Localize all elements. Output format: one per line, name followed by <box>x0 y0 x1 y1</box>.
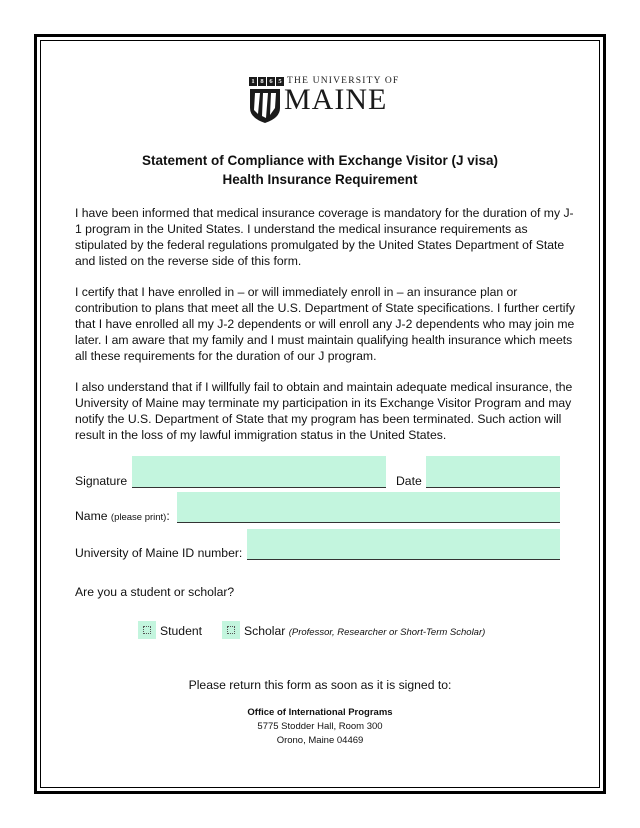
name-hint: (please print) <box>110 512 167 523</box>
scholar-checkbox[interactable] <box>222 621 240 639</box>
id-label: University of Maine ID number: <box>75 546 243 560</box>
university-logo <box>249 74 400 124</box>
scholar-note: (Professor, Researcher or Short-Term Scholar) <box>288 627 486 638</box>
signature-field[interactable] <box>132 456 386 488</box>
statement-paragraph-1: I have been informed that medical insurance coverage is mandatory for the duration of my J-1 program in the United States. I understand the medical insurance requirements as stipulated by the federal regulations promulgated by the United States Department of State and listed on the reverse side of this form. <box>75 206 574 268</box>
student-checkbox[interactable] <box>138 621 156 639</box>
logo-year-digit: 6 <box>267 77 275 86</box>
date-label: Date <box>396 474 422 488</box>
id-number-field[interactable] <box>247 529 560 560</box>
name-label-text: Name <box>75 509 108 523</box>
scholar-option-label <box>244 623 485 641</box>
form-title-line1: Statement of Compliance with Exchange Visitor (J visa) <box>141 153 499 168</box>
date-field[interactable] <box>426 456 560 488</box>
scholar-label-text: Scholar <box>244 624 286 638</box>
return-instructions: Please return this form as soon as it is signed to: <box>188 678 452 692</box>
role-question: Are you a student or scholar? <box>75 585 235 599</box>
statement-paragraph-3: I also understand that if I willfully fail to obtain and maintain adequate medical insurance, the University of Maine may terminate my participation in its Exchange Visitor Program and may notify the U.S. Department of State that my program has been terminated. Such action will result in the loss of my lawful immigration status in the United States. <box>75 380 573 442</box>
shield-icon <box>249 88 281 124</box>
office-name: Office of International Programs <box>247 707 393 718</box>
office-city: Orono, Maine 04469 <box>276 735 364 746</box>
checkbox-box <box>227 626 235 634</box>
logo-university-line: THE UNIVERSITY OF <box>287 76 400 86</box>
logo-year-digit: 5 <box>276 77 284 86</box>
logo-year-blocks <box>249 77 285 86</box>
signature-label: Signature <box>75 474 128 488</box>
statement-paragraph-2: I certify that I have enrolled in – or will immediately enroll in – an insurance plan or contribution to plans that meet all the U.S. Department of State specifications. I further certify that I have enrolled all my J-2 dependents or will enroll any J-2 dependents who may join me later. I am aware that my family and I must maintain qualifying health insurance which meets all these requirements for the duration of our J program. <box>75 285 575 363</box>
logo-year-digit: 1 <box>249 77 257 86</box>
name-label <box>75 508 170 526</box>
logo-wordmark: MAINE <box>284 83 388 116</box>
form-title-line2: Health Insurance Requirement <box>222 172 418 187</box>
student-option-label: Student <box>160 624 203 638</box>
checkbox-box <box>143 626 151 634</box>
name-field[interactable] <box>177 492 560 523</box>
logo-year-digit: 8 <box>258 77 266 86</box>
name-colon: : <box>166 509 170 523</box>
office-street: 5775 Stodder Hall, Room 300 <box>257 721 383 732</box>
